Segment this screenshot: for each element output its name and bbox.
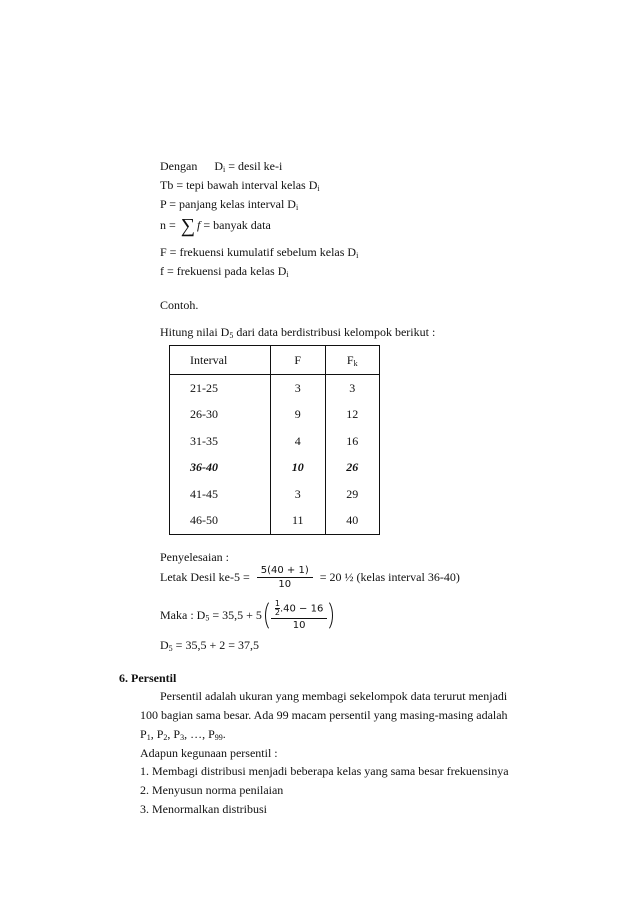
final-result-line [160,638,259,652]
table-row [170,375,380,402]
def-prefix: Dengan [160,159,198,173]
cell-f: 3 [271,375,326,402]
example-heading: Contoh. [160,298,199,312]
letak-label: Letak Desil ke-5 = [160,570,250,584]
header-fk [325,346,380,375]
cell-interval: 41-45 [170,481,271,508]
p-text: , P [150,727,164,741]
cell-fk: 12 [325,402,380,429]
letak-denominator: 10 [278,579,292,590]
table-row [170,508,380,535]
prompt-sub: 5 [229,331,234,340]
p-text: P [140,727,147,741]
letak-fraction [257,565,313,590]
maka-parenthesis [265,599,333,632]
table-header-row [170,346,380,375]
def-text: = banyak data [203,218,271,232]
def-text: f = frekuensi pada kelas D [160,264,287,278]
cell-interval: 46-50 [170,508,271,535]
def-line-F [160,245,358,259]
cell-fk: 16 [325,428,380,455]
header-f: F [271,346,326,375]
maka-denominator: 10 [292,620,306,631]
def-var: D [214,159,223,173]
cell-interval: 36-40 [170,455,271,482]
sigma-symbol: ∑ [180,215,196,237]
def-line-n [160,215,271,237]
maka-num-rest: .40 − 16 [279,603,324,615]
def-sub: i [356,251,359,260]
maka-sub: 5 [205,613,210,623]
table-row-highlighted [170,455,380,482]
def-f: f [197,218,201,232]
def-text: n = [160,218,176,232]
def-text: = desil ke-i [228,159,283,173]
list-item: 2. Menyusun norma penilaian [140,783,284,797]
cell-interval: 26-30 [170,402,271,429]
cell-f: 9 [271,402,326,429]
percentile-list [140,727,226,741]
half-den: 2 [274,608,280,617]
cell-fk: 3 [325,375,380,402]
def-text: P = panjang kelas interval D [160,197,296,211]
prompt-text: dari data berdistribusi kelompok berikut : [236,325,436,339]
p-sub: 99 [214,733,223,742]
prompt-text: Hitung nilai D [160,325,230,339]
cell-f: 3 [271,481,326,508]
cell-interval: 21-25 [170,375,271,402]
letak-desil-line [160,565,460,590]
maka-eq: = 35,5 + 5 [212,608,262,622]
table-row [170,481,380,508]
def-sub: i [286,270,289,279]
example-prompt [160,325,435,339]
cell-f: 11 [271,508,326,535]
p-text: . [222,727,226,741]
def-line-f [160,264,289,278]
cell-f: 10 [271,455,326,482]
section-paragraph-line2: 100 bagian sama besar. Ada 99 macam persentil yang masing-masing adalah [140,708,508,722]
cell-fk: 29 [325,481,380,508]
def-line-desil [160,159,282,173]
list-item: 3. Menormalkan distribusi [140,802,267,816]
maka-fraction [271,600,327,631]
half-num: 1 [274,599,280,608]
cell-interval: 31-35 [170,428,271,455]
section-heading: 6. Persentil [119,671,177,685]
final-sub: 5 [168,644,173,653]
header-fk-sub: k [353,358,358,368]
letak-result: = 20 ½ (kelas interval 36-40) [319,570,460,584]
def-line-p [160,197,298,211]
final-var: D [160,638,169,652]
table-row [170,428,380,455]
p-text: , P [167,727,181,741]
frequency-table [169,345,380,535]
section-paragraph-line1: Persentil adalah ukuran yang membagi sekelompok data terurut menjadi [160,689,508,703]
p-sub: 3 [180,733,185,742]
def-sub: i [317,184,320,193]
p-sub: 1 [146,733,151,742]
p-sub: 2 [163,733,168,742]
def-sub: i [295,203,299,212]
kegunaan-line: Adapun kegunaan persentil : [140,746,278,760]
solution-heading: Penyelesaian : [160,550,229,564]
table-row [170,402,380,429]
letak-numerator: 5(40 + 1) [257,565,313,578]
maka-label: Maka : D [160,608,206,622]
def-line-tb [160,178,320,192]
list-item: 1. Membagi distribusi menjadi beberapa kelas yang sama besar frekuensinya [140,764,509,778]
header-interval: Interval [170,346,271,375]
maka-line [160,599,333,632]
p-text: , …, P [184,727,215,741]
def-sub: i [223,165,226,174]
cell-fk: 26 [325,455,380,482]
cell-f: 4 [271,428,326,455]
maka-numerator [271,600,327,619]
def-text: F = frekuensi kumulatif sebelum kelas D [160,245,357,259]
header-fk-base: F [346,352,354,367]
final-text: = 35,5 + 2 = 37,5 [175,638,259,652]
def-text: Tb = tepi bawah interval kelas D [160,178,318,192]
cell-fk: 40 [325,508,380,535]
